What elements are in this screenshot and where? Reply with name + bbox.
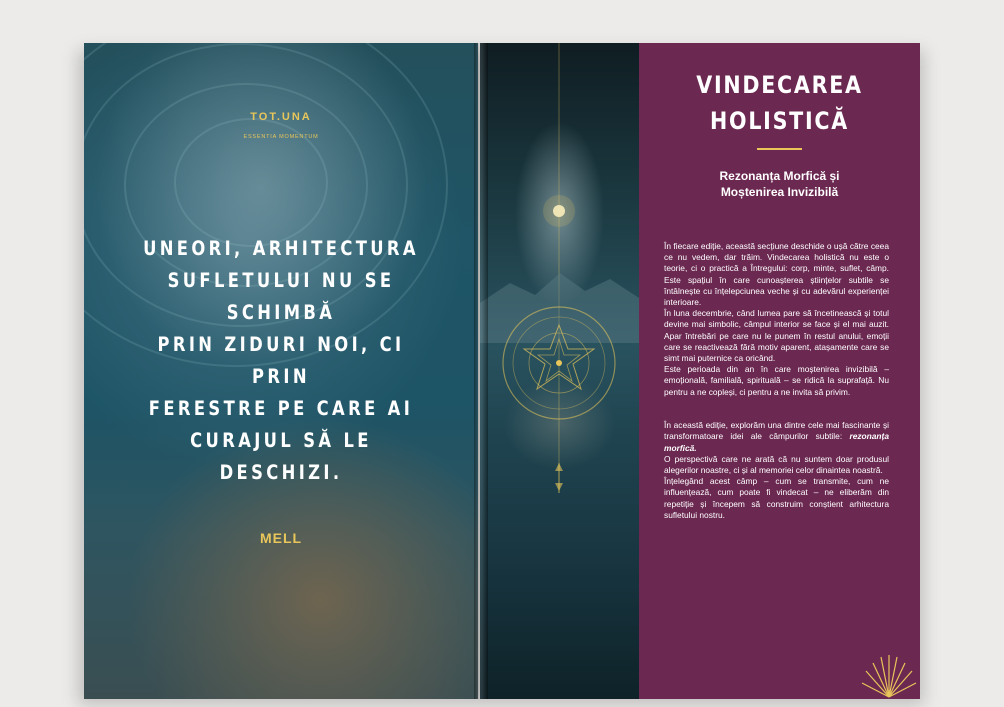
quote-line: PRIN ZIDURI NOI, CI PRIN (157, 333, 405, 388)
paragraph: În fiecare ediție, această secțiune deschide o ușă către ceea ce nu vedem, dar trăim. Vindecarea holistică nu este o teorie, ci o practică a Întregului: corp, minte, suflet, câmp. Este spațiul în care cunoașterea științelor subtile se întâlnește cu înțelepciunea veche și cu adevărul experienței interioare. (664, 241, 889, 308)
quote-line: FERESTRE PE CARE AI (148, 397, 414, 420)
brand-logo: TOT.UNA (250, 111, 312, 123)
paragraph (664, 420, 889, 454)
title-divider (757, 148, 802, 150)
title-line: HOLISTICĂ (710, 107, 849, 135)
quote-line: UNEORI, ARHITECTURA (143, 237, 419, 260)
subtitle-line: Rezonanța Morfică și (719, 169, 840, 183)
quote-author: MELL (259, 530, 303, 546)
mystic-illustration (480, 43, 639, 699)
paragraph: În luna decembrie, când lumea pare să încetinească și totul devine mai simbolic, câmpul interior se face și el mai auzit. Apar întrebări pe care nu le punem în restul anului, emoții care se reactivează fără motiv aparent, atașamente care se simt mai puternice ca oricând. (664, 308, 889, 364)
subtitle-line: Moștenirea Invizibilă (720, 185, 839, 199)
section-subtitle (659, 168, 900, 200)
article-body (664, 241, 889, 521)
paragraph: Înțelegând acest câmp – cum se transmite, cum ne influențează, cum poate fi vindecat – ne eliberăm din repetiție și începem să construim conștient arhitectura sufletului nostru. (664, 476, 889, 520)
magazine-spine (474, 43, 488, 699)
quote-line: CURAJUL SĂ LE DESCHIZI. (190, 429, 372, 484)
emphasis-text: rezonanța morfică. (664, 431, 889, 453)
paragraph: Este perioada din an în care moștenirea invizibilă – emoțională, familială, spirituală – se ridică la suprafață. Nu pentru a ne copleși, ci pentru a ne invita să privim. (664, 364, 889, 397)
section-title (659, 67, 901, 139)
right-page (639, 43, 920, 699)
feature-quote (132, 233, 429, 489)
paragraph-gap (664, 398, 889, 409)
paragraph: O perspectivă care ne arată că nu suntem doar produsul alegerilor noastre, ci și al memoriei celor dinaintea noastră. (664, 453, 889, 476)
paragraph-gap (664, 409, 889, 420)
quote-line: SUFLETULUI NU SE SCHIMBĂ (167, 269, 395, 324)
brand-tagline: ESSENTIA MOMENTUM (243, 134, 319, 140)
illustration-panel (480, 43, 639, 699)
paragraph-text: În această ediție, explorăm una dintre cele mai fascinante și transformatoare idei ale câmpurilor subtile: (664, 420, 889, 442)
title-line: VINDECAREA (696, 71, 863, 99)
sun-rays-icon (861, 651, 917, 699)
left-page (84, 43, 478, 699)
